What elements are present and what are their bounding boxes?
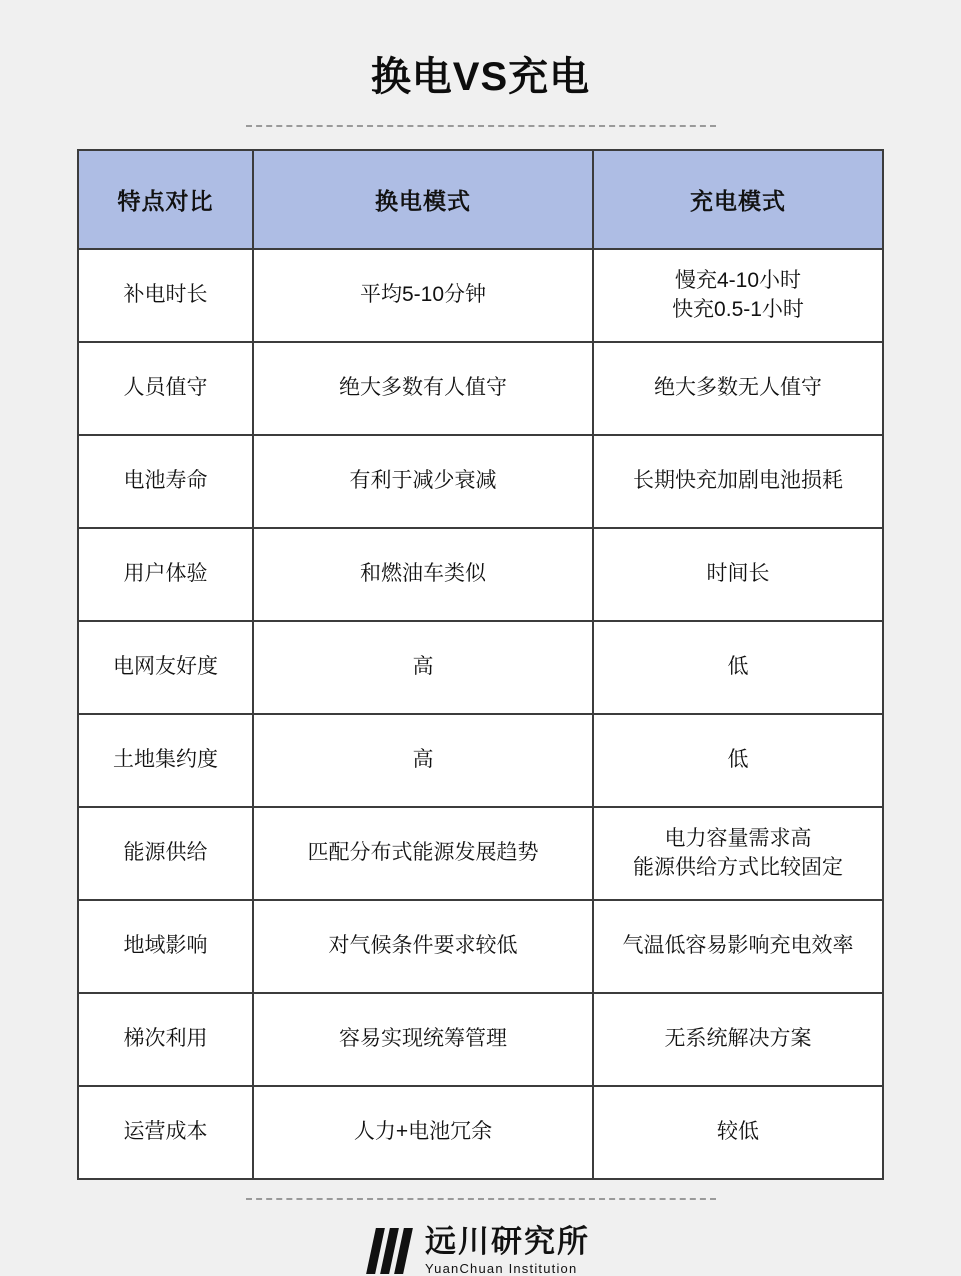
table-row <box>78 435 883 528</box>
row-charge-value: 绝大多数无人值守 <box>593 342 883 435</box>
table-row <box>78 249 883 342</box>
row-charge-value: 时间长 <box>593 528 883 621</box>
table-row <box>78 528 883 621</box>
row-swap-value: 匹配分布式能源发展趋势 <box>253 807 593 900</box>
row-charge-value: 气温低容易影响充电效率 <box>593 900 883 993</box>
divider-top <box>246 125 716 127</box>
row-swap-value: 高 <box>253 714 593 807</box>
row-swap-value: 容易实现统筹管理 <box>253 993 593 1086</box>
row-charge-line2: 快充0.5-1小时 <box>672 297 804 321</box>
page-title: 换电VS充电 <box>370 55 591 99</box>
brand-name-en: YuanChuan Institution <box>425 1261 578 1276</box>
row-charge-line1: 电力容量需求高 <box>664 827 812 851</box>
table-row <box>78 900 883 993</box>
table-row <box>78 807 883 900</box>
table-row <box>78 621 883 714</box>
table-row <box>78 993 883 1086</box>
row-charge-value <box>593 807 883 900</box>
row-label: 能源供给 <box>78 807 253 900</box>
row-label: 电网友好度 <box>78 621 253 714</box>
row-swap-value: 和燃油车类似 <box>253 528 593 621</box>
row-label: 补电时长 <box>78 249 253 342</box>
brand-name-cn: 远川研究所 <box>425 1224 590 1259</box>
row-label: 梯次利用 <box>78 993 253 1086</box>
row-swap-value: 有利于减少衰减 <box>253 435 593 528</box>
row-swap-value: 人力+电池冗余 <box>253 1086 593 1179</box>
row-label: 运营成本 <box>78 1086 253 1179</box>
bars-icon <box>371 1228 413 1274</box>
table-header-row <box>78 150 883 249</box>
row-label: 人员值守 <box>78 342 253 435</box>
comparison-table <box>77 149 884 1180</box>
row-swap-value: 绝大多数有人值守 <box>253 342 593 435</box>
brand-logo <box>371 1226 590 1275</box>
row-swap-value: 高 <box>253 621 593 714</box>
row-charge-value: 低 <box>593 621 883 714</box>
divider-bottom <box>246 1198 716 1200</box>
column-header-charge: 充电模式 <box>593 150 883 249</box>
row-swap-value: 对气候条件要求较低 <box>253 900 593 993</box>
row-charge-value: 低 <box>593 714 883 807</box>
row-label: 电池寿命 <box>78 435 253 528</box>
row-charge-value: 较低 <box>593 1086 883 1179</box>
row-charge-value: 无系统解决方案 <box>593 993 883 1086</box>
table-row <box>78 1086 883 1179</box>
footer <box>246 1198 716 1275</box>
row-label: 用户体验 <box>78 528 253 621</box>
column-header-feature: 特点对比 <box>78 150 253 249</box>
row-charge-line1: 慢充4-10小时 <box>674 269 802 293</box>
row-label: 土地集约度 <box>78 714 253 807</box>
table-row <box>78 342 883 435</box>
row-swap-value: 平均5-10分钟 <box>253 249 593 342</box>
row-charge-value <box>593 249 883 342</box>
row-charge-value: 长期快充加剧电池损耗 <box>593 435 883 528</box>
row-label: 地域影响 <box>78 900 253 993</box>
column-header-swap: 换电模式 <box>253 150 593 249</box>
row-charge-line2: 能源供给方式比较固定 <box>633 855 843 879</box>
table-row <box>78 714 883 807</box>
